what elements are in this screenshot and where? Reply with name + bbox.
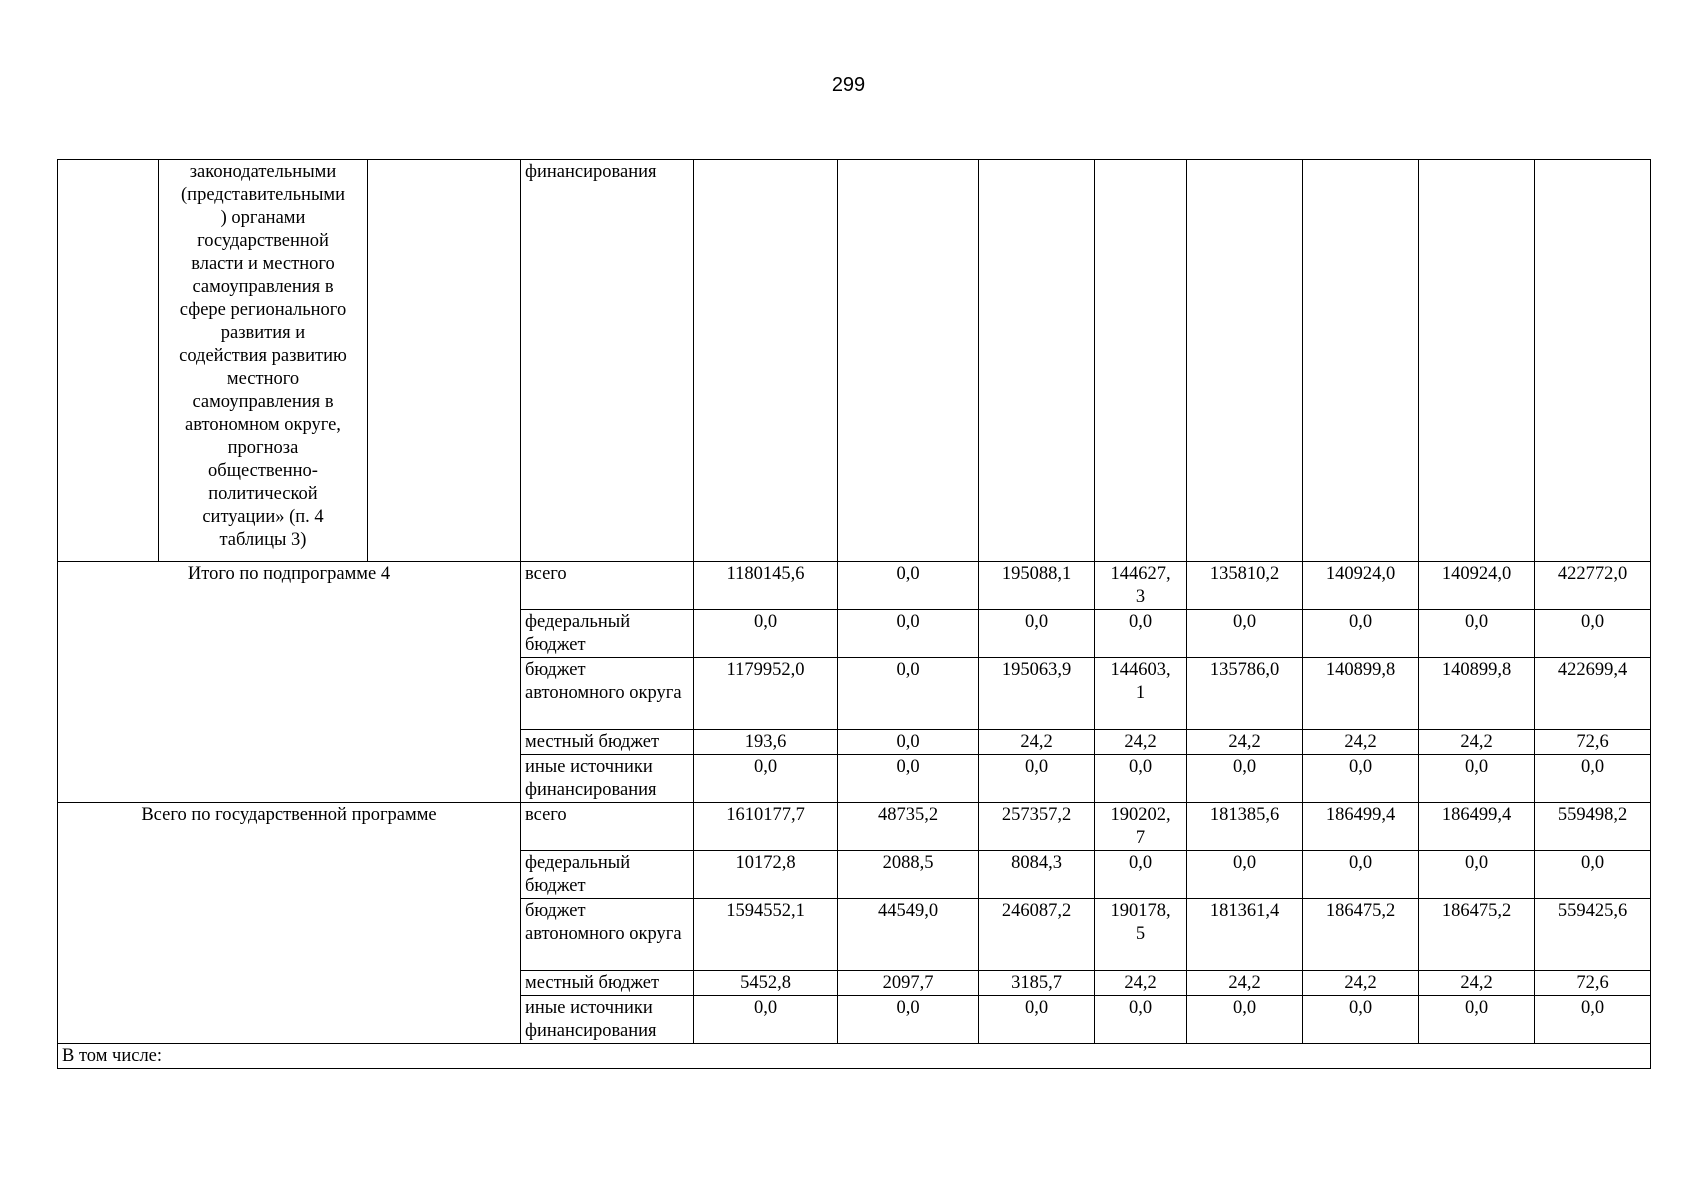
- value-cell: 24,2: [1303, 971, 1419, 996]
- value-cell: 0,0: [838, 658, 979, 730]
- value-cell: 0,0: [1419, 996, 1535, 1044]
- event-name-line: прогноза: [227, 438, 299, 458]
- value-cell: 0,0: [1303, 755, 1419, 803]
- value-cell: [838, 160, 979, 562]
- continuation-number-cell: [58, 160, 159, 562]
- value-cell: 3185,7: [979, 971, 1095, 996]
- source-cell: федеральный бюджет: [521, 851, 694, 899]
- value-cell: [979, 160, 1095, 562]
- value-cell: 0,0: [1187, 851, 1303, 899]
- source-cell: всего: [521, 562, 694, 610]
- value-cell: 0,0: [1535, 610, 1651, 658]
- source-cell: местный бюджет: [521, 730, 694, 755]
- value-cell: 24,2: [979, 730, 1095, 755]
- value-cell: 0,0: [1095, 610, 1187, 658]
- value-cell: 24,2: [1303, 730, 1419, 755]
- value-cell: 1179952,0: [694, 658, 838, 730]
- value-cell: 0,0: [979, 610, 1095, 658]
- source-cell: финансирования: [521, 160, 694, 562]
- source-cell: федеральный бюджет: [521, 610, 694, 658]
- value-cell: 0,0: [1535, 755, 1651, 803]
- footer-label: В том числе:: [58, 1044, 1651, 1069]
- event-name-line: власти и местного: [191, 254, 335, 274]
- financing-table: [57, 159, 1651, 1069]
- value-cell: 0,0: [694, 755, 838, 803]
- event-name-line: общественно-: [208, 461, 318, 481]
- event-name-cell: [159, 160, 368, 562]
- value-cell: 24,2: [1419, 971, 1535, 996]
- executor-cell: [368, 160, 521, 562]
- value-cell: 0,0: [1419, 851, 1535, 899]
- group-label: Всего по государственной программе: [58, 803, 521, 1044]
- source-cell: всего: [521, 803, 694, 851]
- value-cell: 44549,0: [838, 899, 979, 971]
- continuation-row: [58, 160, 1651, 562]
- value-cell: 140924,0: [1419, 562, 1535, 610]
- value-cell: 0,0: [979, 755, 1095, 803]
- event-name-line: содействия развитию: [179, 346, 347, 366]
- value-cell: 0,0: [1419, 610, 1535, 658]
- value-cell: 186499,4: [1419, 803, 1535, 851]
- value-cell: 0,0: [1095, 851, 1187, 899]
- event-name-line: таблицы 3): [219, 530, 307, 550]
- value-cell: 0,0: [838, 610, 979, 658]
- value-cell: 0,0: [1303, 610, 1419, 658]
- value-cell: 0,0: [979, 996, 1095, 1044]
- value-cell: [1535, 160, 1651, 562]
- value-cell: 135786,0: [1187, 658, 1303, 730]
- value-cell: 186499,4: [1303, 803, 1419, 851]
- value-cell: 24,2: [1187, 971, 1303, 996]
- value-cell: 0,0: [1419, 755, 1535, 803]
- value-cell: [1187, 160, 1303, 562]
- value-cell: 181385,6: [1187, 803, 1303, 851]
- value-cell: 48735,2: [838, 803, 979, 851]
- value-cell: 0,0: [694, 610, 838, 658]
- value-cell: 2088,5: [838, 851, 979, 899]
- event-name-line: законодательными: [189, 162, 337, 182]
- value-cell: 181361,4: [1187, 899, 1303, 971]
- value-cell: [1303, 160, 1419, 562]
- value-cell: 144627, 3: [1095, 562, 1187, 610]
- value-cell: 0,0: [694, 996, 838, 1044]
- value-cell: 257357,2: [979, 803, 1095, 851]
- value-cell: 2097,7: [838, 971, 979, 996]
- value-cell: 8084,3: [979, 851, 1095, 899]
- value-cell: 1180145,6: [694, 562, 838, 610]
- value-cell: 10172,8: [694, 851, 838, 899]
- value-cell: 246087,2: [979, 899, 1095, 971]
- footer-row: [58, 1044, 1651, 1069]
- event-name-line: самоуправления в: [192, 277, 334, 297]
- value-cell: 559498,2: [1535, 803, 1651, 851]
- value-cell: [1419, 160, 1535, 562]
- value-cell: 24,2: [1095, 730, 1187, 755]
- value-cell: 0,0: [1095, 755, 1187, 803]
- value-cell: 190202, 7: [1095, 803, 1187, 851]
- value-cell: 140899,8: [1419, 658, 1535, 730]
- value-cell: 0,0: [838, 562, 979, 610]
- event-name-line: автономном округе,: [185, 415, 341, 435]
- value-cell: 24,2: [1187, 730, 1303, 755]
- event-name-line: ) органами: [220, 208, 306, 228]
- value-cell: 5452,8: [694, 971, 838, 996]
- event-name-line: государственной: [197, 231, 329, 251]
- value-cell: 186475,2: [1303, 899, 1419, 971]
- source-cell: иные источники финансирования: [521, 996, 694, 1044]
- value-cell: 140899,8: [1303, 658, 1419, 730]
- table-row: [58, 803, 1651, 851]
- group-label: Итого по подпрограмме 4: [58, 562, 521, 803]
- value-cell: 0,0: [1095, 996, 1187, 1044]
- value-cell: 559425,6: [1535, 899, 1651, 971]
- value-cell: 140924,0: [1303, 562, 1419, 610]
- event-name-line: ситуации» (п. 4: [202, 507, 324, 527]
- value-cell: 0,0: [1535, 996, 1651, 1044]
- value-cell: 72,6: [1535, 730, 1651, 755]
- value-cell: [1095, 160, 1187, 562]
- table-row: [58, 562, 1651, 610]
- source-cell: бюджет автономного округа: [521, 658, 694, 730]
- value-cell: 135810,2: [1187, 562, 1303, 610]
- value-cell: 193,6: [694, 730, 838, 755]
- value-cell: 0,0: [1187, 610, 1303, 658]
- page-number: 299: [831, 74, 866, 96]
- value-cell: 1594552,1: [694, 899, 838, 971]
- value-cell: 0,0: [838, 755, 979, 803]
- event-name-line: развития и: [220, 323, 306, 343]
- value-cell: 422699,4: [1535, 658, 1651, 730]
- value-cell: 1610177,7: [694, 803, 838, 851]
- value-cell: [694, 160, 838, 562]
- event-name-line: местного: [226, 369, 300, 389]
- event-name-line: (представительными: [181, 185, 345, 205]
- value-cell: 0,0: [1187, 996, 1303, 1044]
- value-cell: 422772,0: [1535, 562, 1651, 610]
- event-name-line: политической: [208, 484, 318, 504]
- value-cell: 0,0: [1303, 851, 1419, 899]
- value-cell: 190178, 5: [1095, 899, 1187, 971]
- value-cell: 24,2: [1419, 730, 1535, 755]
- source-cell: бюджет автономного округа: [521, 899, 694, 971]
- value-cell: 195088,1: [979, 562, 1095, 610]
- event-name-line: самоуправления в: [192, 392, 334, 412]
- source-cell: иные источники финансирования: [521, 755, 694, 803]
- value-cell: 0,0: [1535, 851, 1651, 899]
- value-cell: 0,0: [838, 730, 979, 755]
- event-name-line: сфере регионального: [179, 300, 347, 320]
- value-cell: 0,0: [1187, 755, 1303, 803]
- value-cell: 144603, 1: [1095, 658, 1187, 730]
- value-cell: 24,2: [1095, 971, 1187, 996]
- value-cell: 186475,2: [1419, 899, 1535, 971]
- source-cell: местный бюджет: [521, 971, 694, 996]
- value-cell: 72,6: [1535, 971, 1651, 996]
- value-cell: 195063,9: [979, 658, 1095, 730]
- value-cell: 0,0: [1303, 996, 1419, 1044]
- value-cell: 0,0: [838, 996, 979, 1044]
